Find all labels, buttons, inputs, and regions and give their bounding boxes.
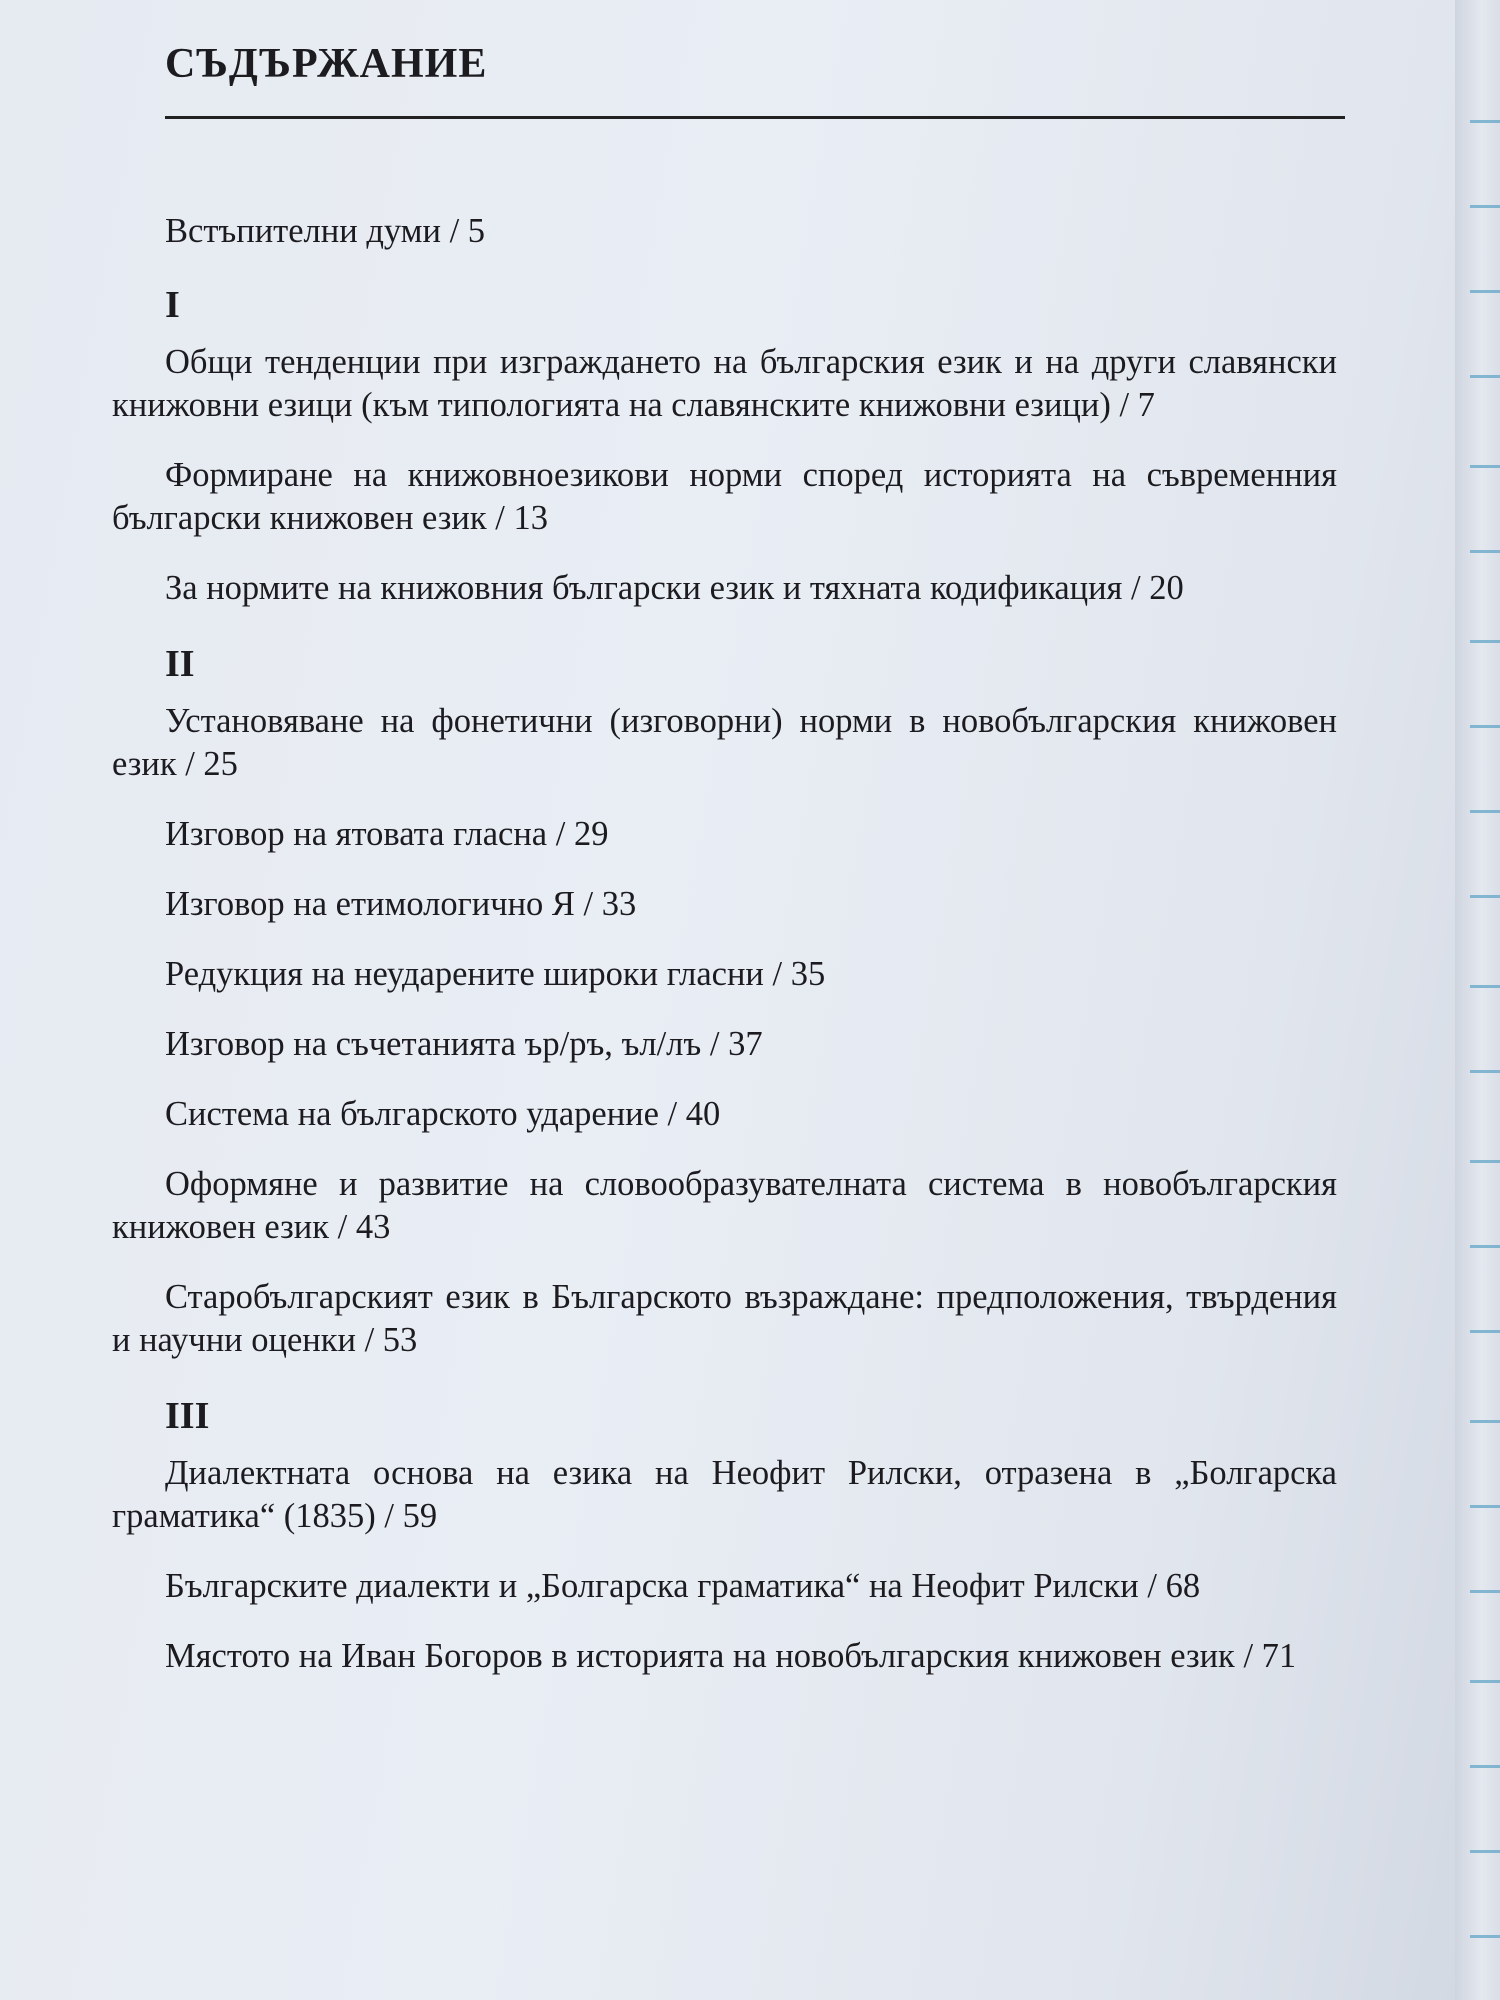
notebook-line [1470, 465, 1500, 468]
notebook-line [1470, 725, 1500, 728]
notebook-line [1470, 1590, 1500, 1593]
notebook-line [1470, 985, 1500, 988]
notebook-line [1470, 205, 1500, 208]
notebook-line [1470, 1505, 1500, 1508]
toc-entry: Общи тенденции при изграждането на българския език и на други славянски книжовни езици (към типологията на славянските книжовни езици) / 7 [112, 343, 1337, 424]
page-edge-background [1455, 0, 1500, 2000]
toc-entry: Българските диалекти и „Болгарска граматика“ на Неофит Рилски / 68 [165, 1567, 1201, 1605]
page-title: СЪДЪРЖАНИЕ [165, 41, 488, 87]
section-numeral-3: III [165, 1395, 210, 1437]
section-numeral-2: II [165, 643, 195, 685]
toc-entry: Оформяне и развитие на словообразувателната система в новобългарския книжовен език / 43 [112, 1165, 1337, 1246]
toc-entry-intro: Встъпителни думи / 5 [165, 212, 486, 250]
toc-entry: Система на българското ударение / 40 [165, 1095, 721, 1133]
toc-entry: Установяване на фонетични (изговорни) норми в новобългарския книжовен език / 25 [112, 702, 1337, 783]
notebook-line [1470, 895, 1500, 898]
notebook-line [1470, 810, 1500, 813]
toc-entry: Старобългарският език в Българското възраждане: предположения, твърдения и научни оценки / 53 [112, 1278, 1337, 1359]
toc-entry: Мястото на Иван Богоров в историята на новобългарския книжовен език / 71 [165, 1637, 1297, 1675]
notebook-line [1470, 1245, 1500, 1248]
notebook-line [1470, 1420, 1500, 1423]
toc-entry: За нормите на книжовния български език и тяхната кодификация / 20 [165, 569, 1184, 607]
toc-entry: Диалектната основа на езика на Неофит Рилски, отразена в „Болгарска граматика“ (1835) / 59 [112, 1454, 1337, 1535]
toc-entry: Изговор на съчетанията ър/ръ, ъл/лъ / 37 [165, 1025, 763, 1063]
section-numeral-1: I [165, 284, 180, 326]
notebook-line [1470, 1160, 1500, 1163]
notebook-line [1470, 640, 1500, 643]
notebook-line [1470, 1935, 1500, 1938]
notebook-line [1470, 290, 1500, 293]
notebook-line [1470, 375, 1500, 378]
notebook-line [1470, 1850, 1500, 1853]
toc-entry: Изговор на ятовата гласна / 29 [165, 815, 609, 853]
notebook-line [1470, 1765, 1500, 1768]
notebook-line [1470, 1070, 1500, 1073]
notebook-line [1470, 1680, 1500, 1683]
toc-entry: Изговор на етимологично Я / 33 [165, 885, 637, 923]
toc-entry: Формиране на книжовноезикови норми според историята на съвременния български книжовен език / 13 [112, 456, 1337, 537]
table-of-contents [112, 210, 1337, 1705]
notebook-line [1470, 550, 1500, 553]
notebook-line [1470, 1330, 1500, 1333]
notebook-line [1470, 120, 1500, 123]
page-header [165, 40, 1345, 119]
toc-entry: Редукция на неударените широки гласни / 35 [165, 955, 826, 993]
